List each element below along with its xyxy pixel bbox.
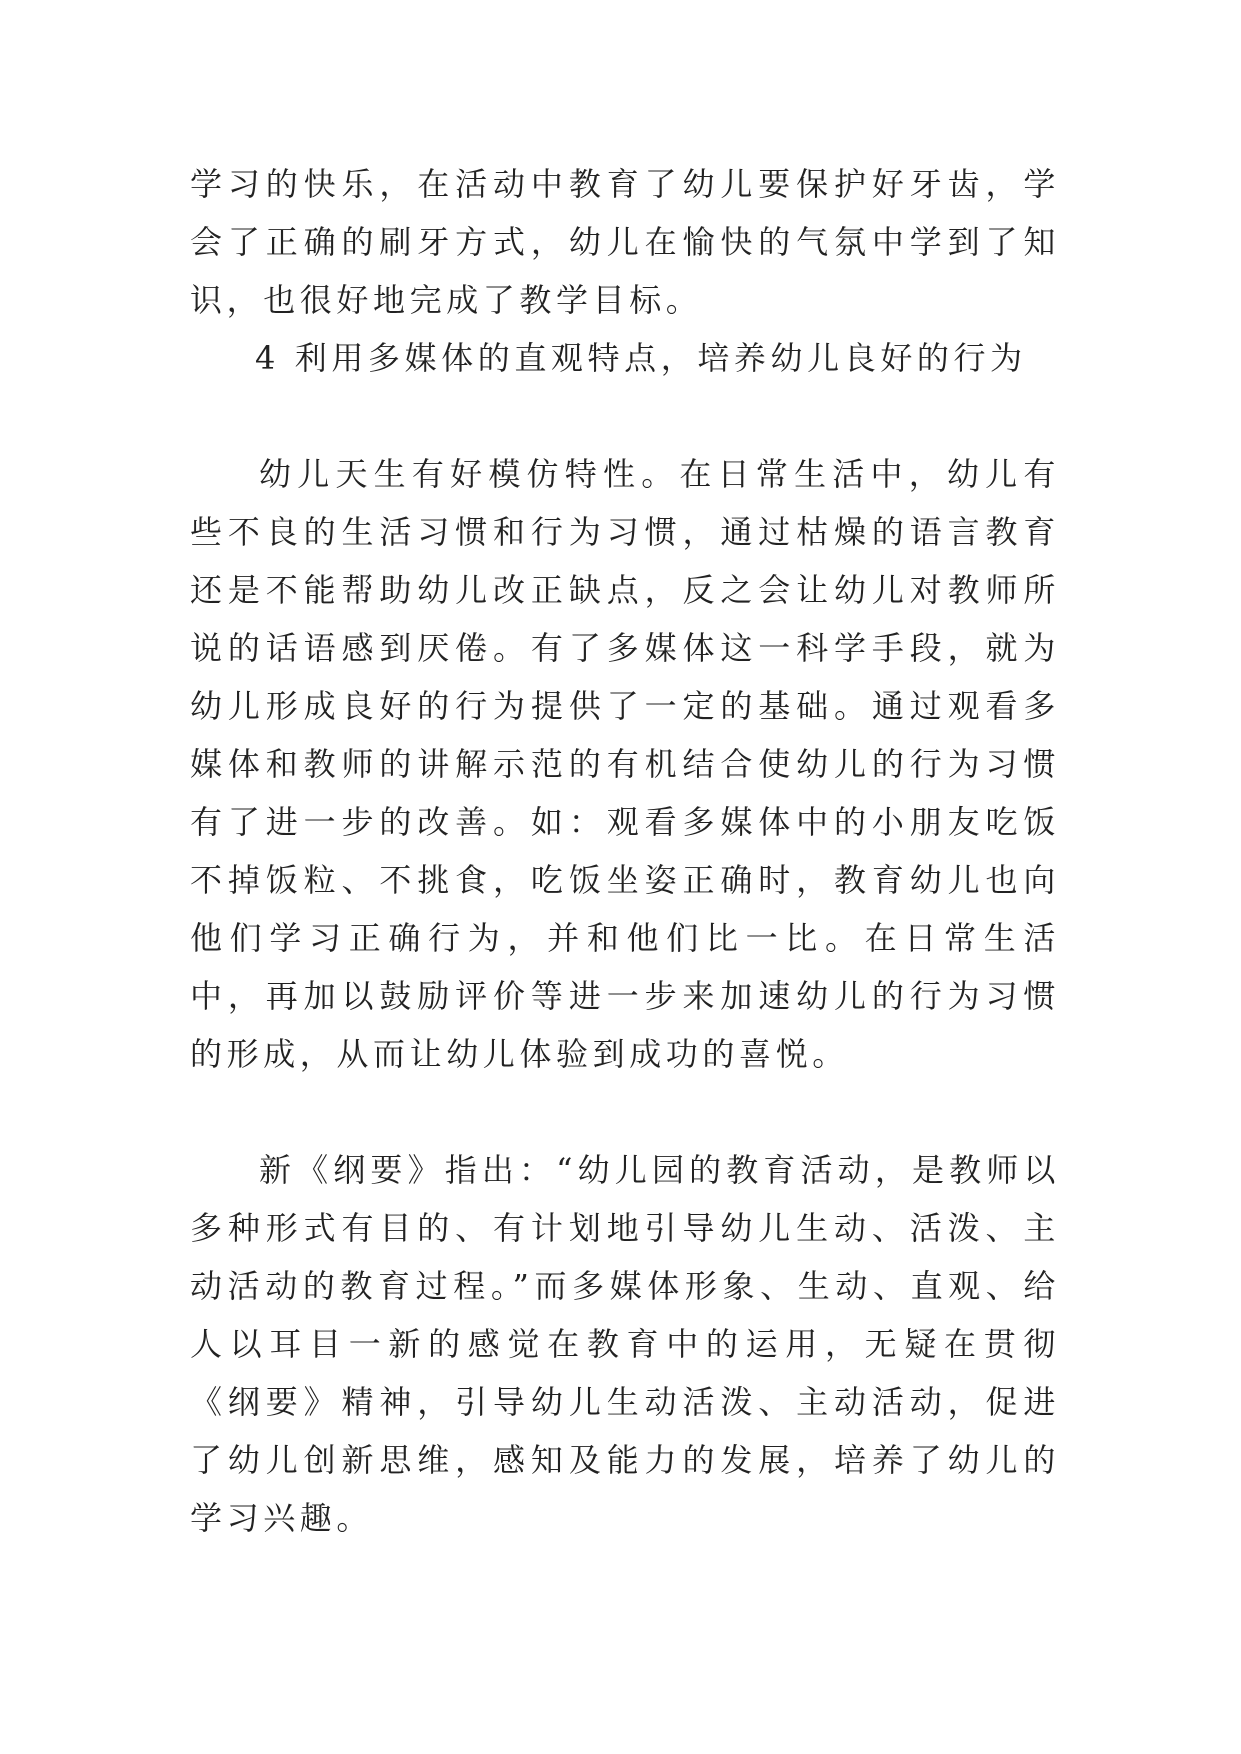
paragraph-imitation: 幼儿天生有好模仿特性。在日常生活中，幼儿有些不良的生活习惯和行为习惯，通过枯燥的语言教育还是不能帮助幼儿改正缺点，反之会让幼儿对教师所说的话语感到厌倦。有了多媒体这一科学手段，就为幼儿形成良好的行为提供了一定的基础。通过观看多媒体和教师的讲解示范的有机结合使幼儿的行为习惯有了进一步的改善。如：观看多媒体中的小朋友吃饭不掉饭粒、不挑食，吃饭坐姿正确时，教育幼儿也向他们学习正确行为，并和他们比一比。在日常生活中，再加以鼓励评价等进一步来加速幼儿的行为习惯的形成，从而让幼儿体验到成功的喜悦。 bbox=[190, 455, 1060, 1073]
paragraph-guidelines: 新《纲要》指出：“幼儿园的教育活动，是教师以多种形式有目的、有计划地引导幼儿生动、活泼、主动活动的教育过程。”而多媒体形象、生动、直观、给人以耳目一新的感觉在教育中的运用，无疑在贯彻《纲要》精神，引导幼儿生动活泼、主动活动，促进了幼儿创新思维，感知及能力的发展，培养了幼儿的学习兴趣。 bbox=[190, 1151, 1060, 1537]
document-body bbox=[190, 155, 1060, 1547]
section-heading: 4 利用多媒体的直观特点，培养幼儿良好的行为 bbox=[255, 339, 1027, 377]
paragraph-continuation: 学习的快乐，在活动中教育了幼儿要保护好牙齿，学会了正确的刷牙方式，幼儿在愉快的气氛中学到了知识，也很好地完成了教学目标。 bbox=[190, 165, 1060, 319]
